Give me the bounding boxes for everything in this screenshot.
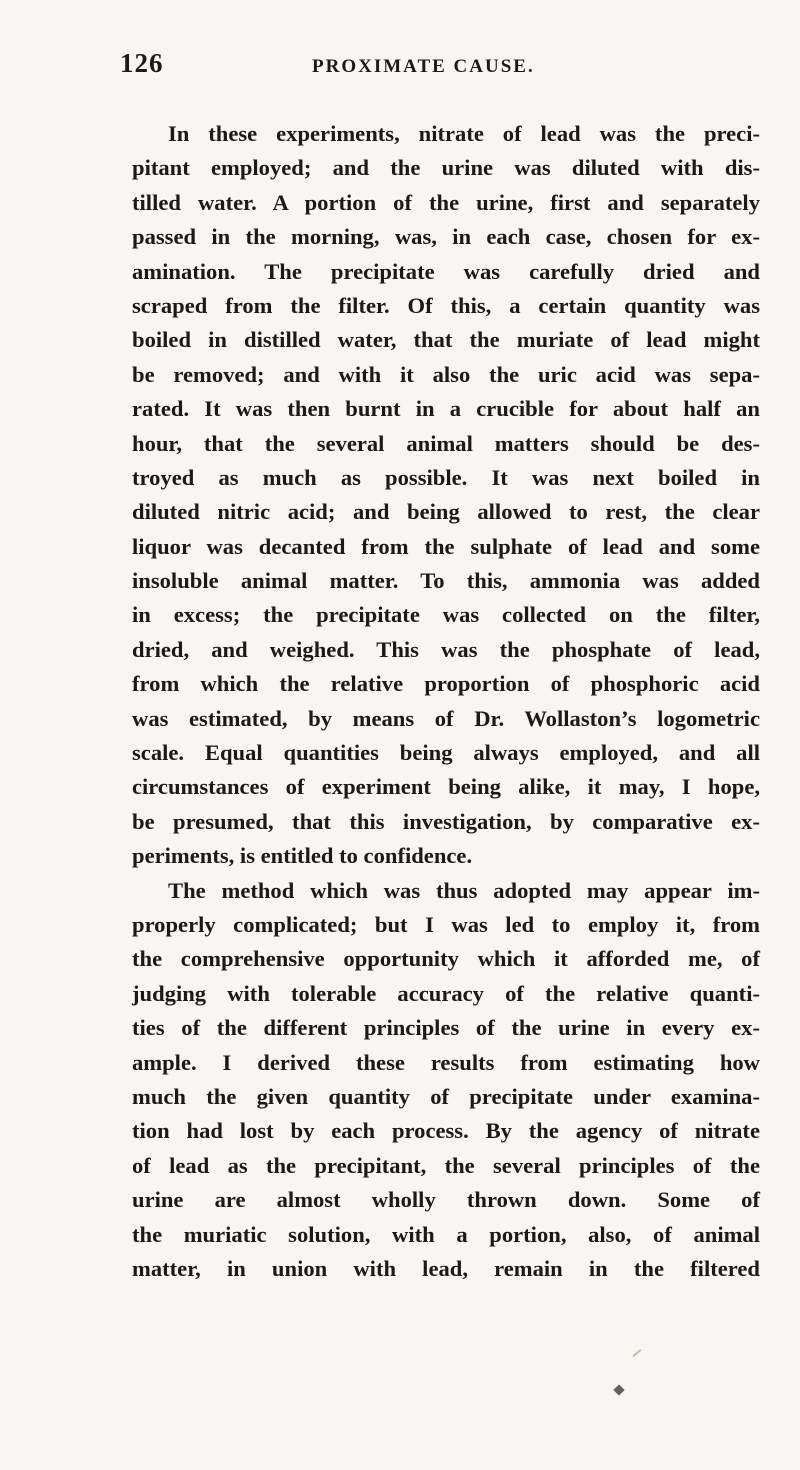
text-line: tilled water. A portion of the urine, first and separately [132, 189, 760, 215]
page-number: 126 [120, 48, 164, 78]
text-line: was estimated, by means of Dr. Wollaston’s logometric [132, 705, 760, 731]
ink-speck [633, 1349, 642, 1357]
text-line: periments, is entitled to confidence. [132, 843, 473, 869]
text-line: of lead as the precipitant, the several principles of the [132, 1152, 760, 1178]
text-line: troyed as much as possible. It was next boiled in [132, 464, 760, 490]
text-line: much the given quantity of precipitate under examina- [132, 1083, 760, 1109]
text-line: boiled in distilled water, that the muriate of lead might [132, 327, 760, 353]
text-line: insoluble animal matter. To this, ammonia was added [132, 568, 760, 594]
text-line: ample. I derived these results from estimating how [132, 1049, 760, 1075]
text-line: diluted nitric acid; and being allowed to rest, the clear [132, 499, 760, 525]
text-line: dried, and weighed. This was the phosphate of lead, [132, 636, 760, 662]
text-line: ties of the different principles of the urine in every ex- [132, 1015, 760, 1041]
page-header [120, 48, 760, 88]
body-text [132, 117, 760, 1286]
ink-blot [613, 1384, 624, 1395]
text-line: properly complicated; but I was led to employ it, from [132, 911, 760, 937]
text-line: In these experiments, nitrate of lead was the preci- [168, 121, 760, 146]
text-line: tion had lost by each process. By the agency of nitrate [132, 1118, 760, 1144]
running-head: PROXIMATE CAUSE. [312, 56, 535, 77]
text-line: urine are almost wholly thrown down. Some of [132, 1187, 760, 1213]
text-line: in excess; the precipitate was collected on the filter, [132, 602, 760, 628]
text-line: scale. Equal quantities being always employed, and all [132, 740, 760, 766]
text-line: the comprehensive opportunity which it afforded me, of [132, 946, 760, 972]
text-line: circumstances of experiment being alike, it may, I hope, [132, 774, 760, 800]
text-line: amination. The precipitate was carefully dried and [132, 258, 760, 284]
text-line: be removed; and with it also the uric acid was sepa- [132, 361, 760, 387]
text-line: scraped from the filter. Of this, a certain quantity was [132, 292, 760, 318]
text-line: matter, in union with lead, remain in the filtered [132, 1255, 760, 1281]
text-line: pitant employed; and the urine was diluted with dis- [132, 155, 760, 181]
text-line: rated. It was then burnt in a crucible for about half an [132, 396, 760, 422]
text-line: be presumed, that this investigation, by comparative ex- [132, 808, 760, 834]
text-line: The method which was thus adopted may appear im- [168, 877, 760, 903]
text-line: judging with tolerable accuracy of the relative quanti- [132, 980, 760, 1006]
text-line: from which the relative proportion of phosphoric acid [132, 671, 760, 697]
text-line: liquor was decanted from the sulphate of lead and some [132, 533, 760, 559]
text-line: hour, that the several animal matters should be des- [132, 430, 760, 456]
text-line: the muriatic solution, with a portion, also, of animal [132, 1221, 760, 1247]
text-line: passed in the morning, was, in each case, chosen for ex- [132, 224, 760, 250]
